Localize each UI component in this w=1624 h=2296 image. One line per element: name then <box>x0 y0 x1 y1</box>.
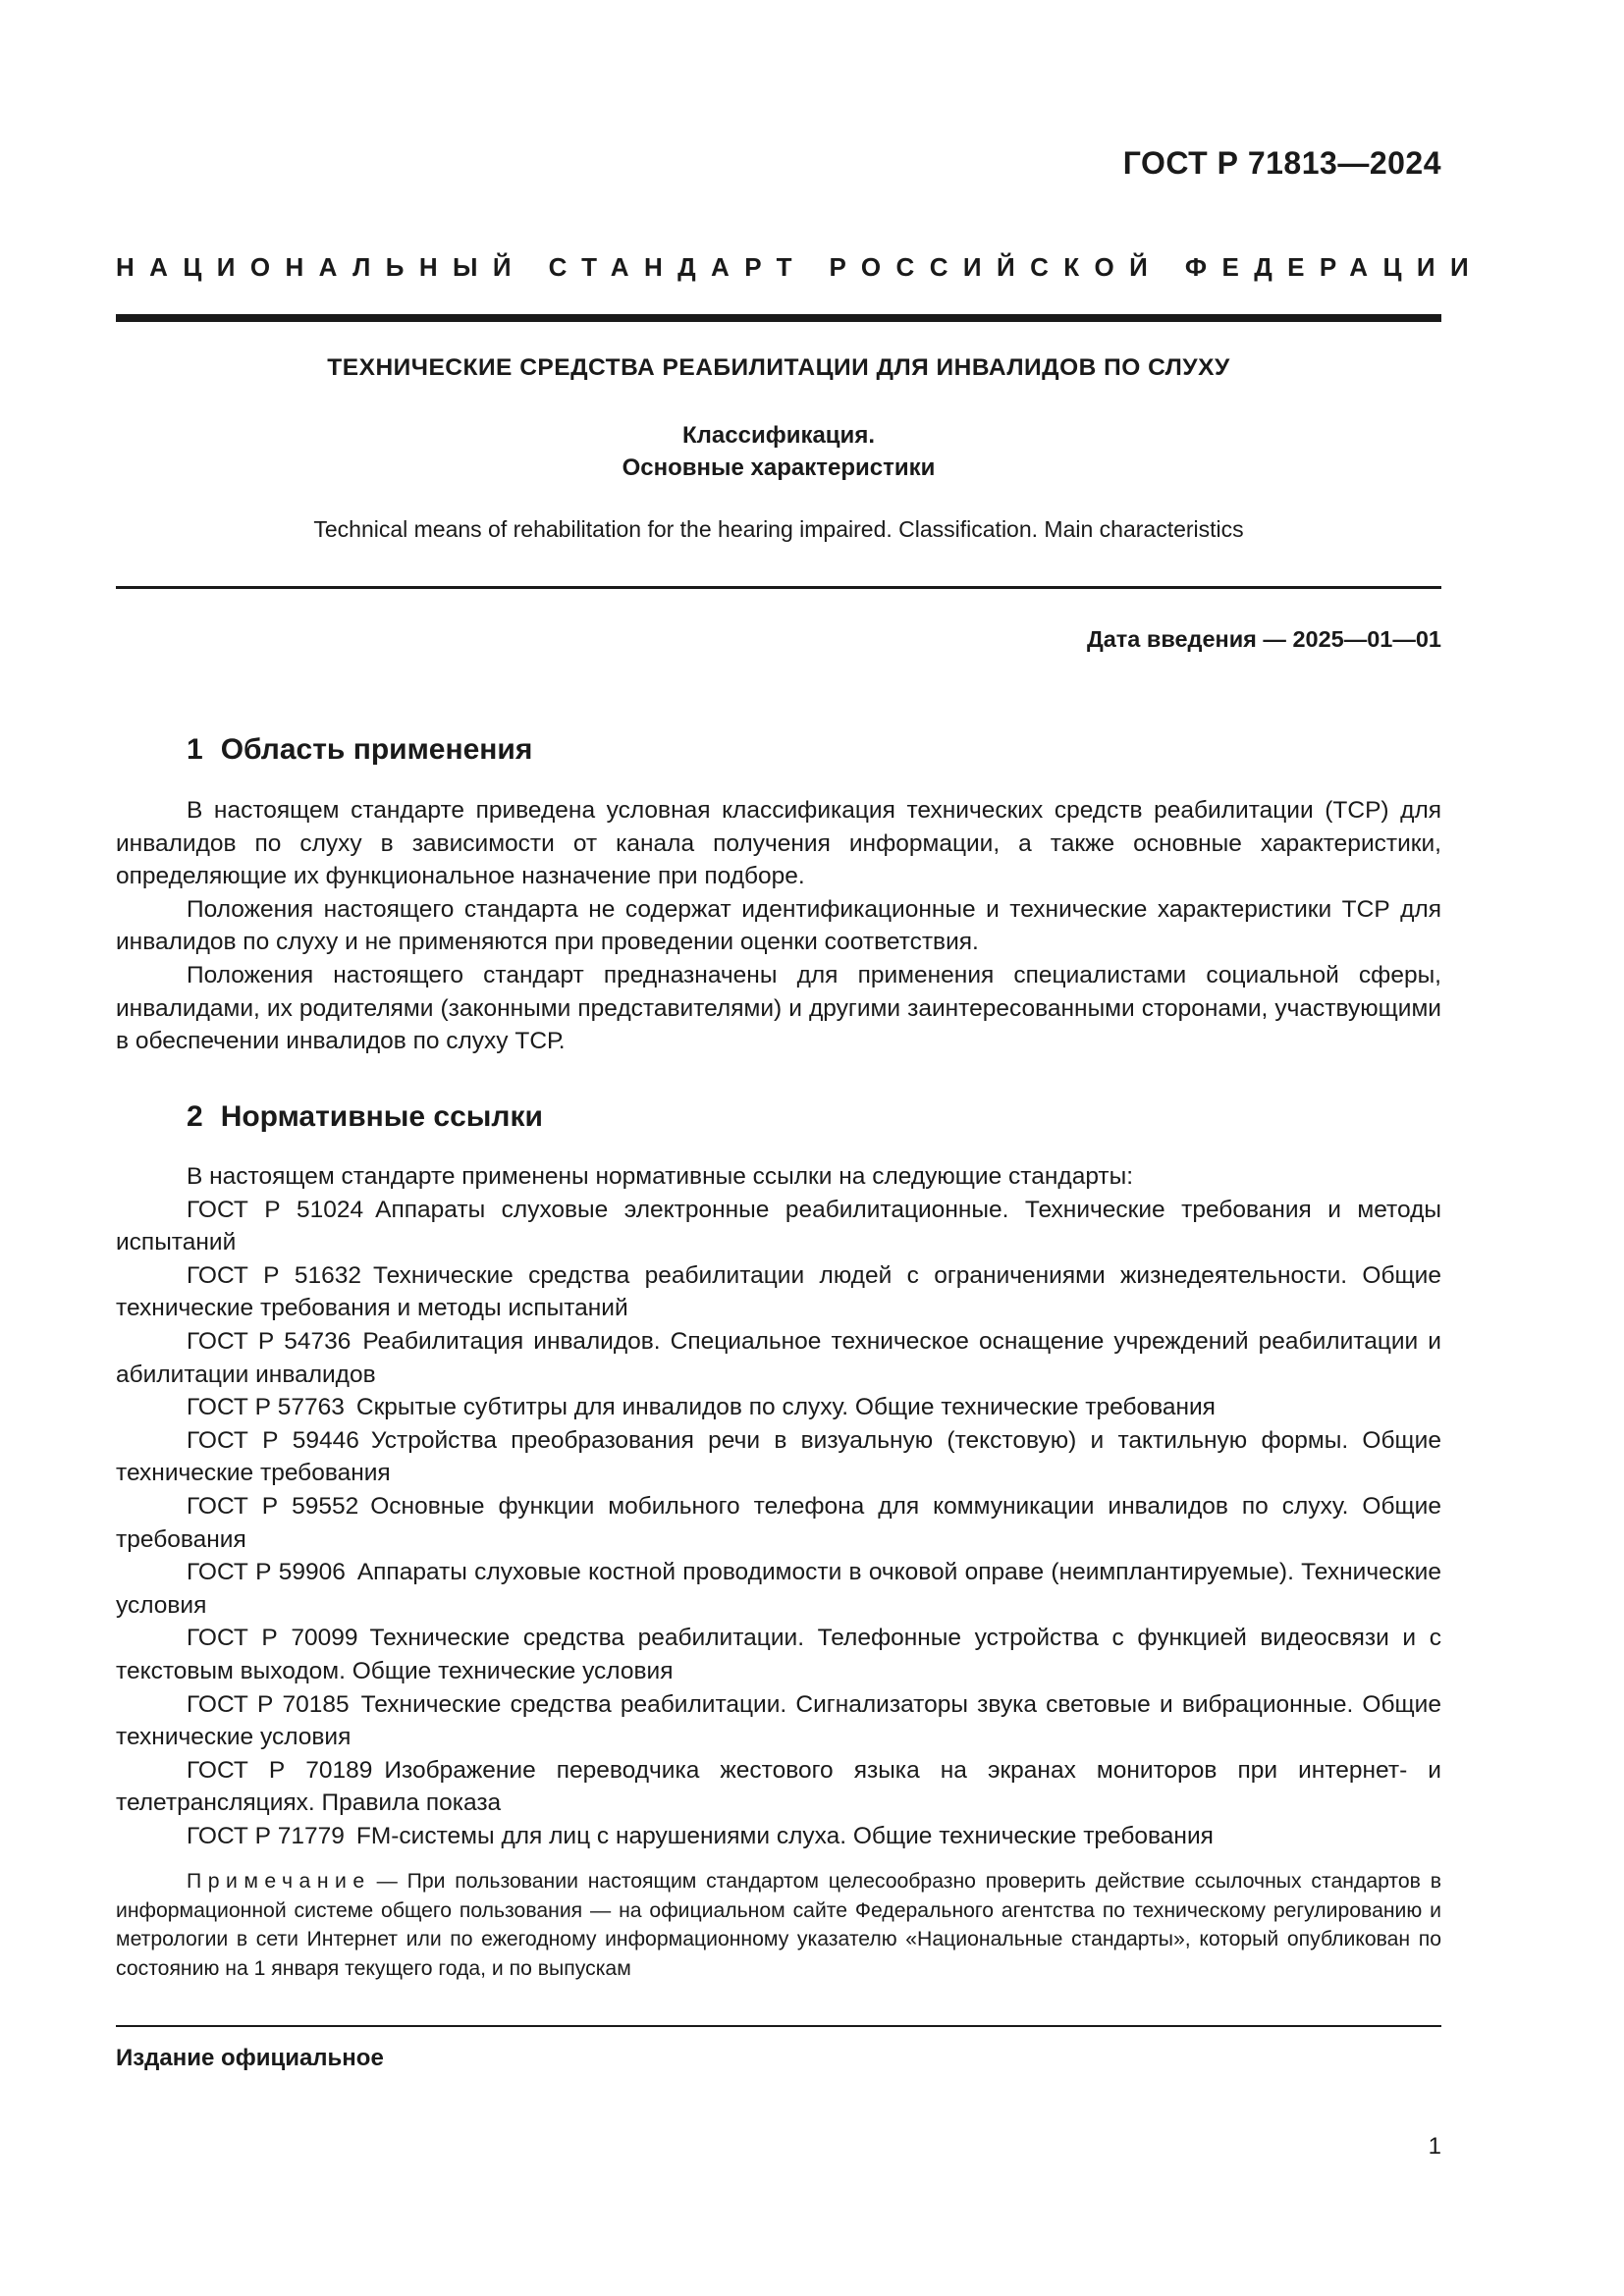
page-number: 1 <box>1428 2133 1441 2160</box>
reference-item <box>116 1556 1441 1622</box>
title-divider <box>116 586 1441 589</box>
reference-code: ГОСТ Р 54736 <box>187 1327 352 1355</box>
reference-code: ГОСТ Р 70099 <box>187 1625 358 1652</box>
reference-title: Аппараты слуховые костной проводимости в очковой оправе (неимплантируемые). Технические условия <box>116 1559 1441 1619</box>
reference-code: ГОСТ Р 71779 <box>187 1822 345 1849</box>
national-standard-heading: НАЦИОНАЛЬНЫЙ СТАНДАРТ РОССИЙСКОЙ ФЕДЕРАЦИИ <box>116 252 1485 282</box>
reference-code: ГОСТ Р 51632 <box>187 1261 361 1289</box>
section-1-number: 1 <box>187 733 203 766</box>
reference-code: ГОСТ Р 70185 <box>187 1690 350 1718</box>
reference-code: ГОСТ Р 59906 <box>187 1559 346 1586</box>
english-title: Technical means of rehabilitation for the hearing impaired. Classification. Main characteristics <box>313 516 1244 542</box>
reference-code: ГОСТ Р 51024 <box>187 1196 364 1223</box>
reference-item <box>116 1490 1441 1556</box>
section-2-body <box>116 1160 1441 1852</box>
reference-title: FM-системы для лиц с нарушениями слуха. Общие технические требования <box>355 1822 1214 1849</box>
reference-title: Технические средства реабилитации. Сигнализаторы звука световые и вибрационные. Общие технические условия <box>116 1690 1441 1751</box>
reference-item <box>116 1622 1441 1687</box>
section-1-paragraph: В настоящем стандарте приведена условная классификация технических средств реабилитации (ТСР) для инвалидов по слуху в зависимости от канала получения информации, а также основные характеристики, определяющие их функциональное назначение при подборе. <box>116 797 1441 890</box>
document-subtitle-line1: Классификация. <box>682 422 875 449</box>
section-2-title: Нормативные ссылки <box>220 1100 543 1133</box>
reference-title: Аппараты слуховые электронные реабилитационные. Технические требования и методы испытаний <box>116 1196 1441 1256</box>
note-paragraph <box>116 1867 1441 1983</box>
section-2-intro: В настоящем стандарте применены нормативные ссылки на следующие стандарты: <box>187 1163 1134 1190</box>
section-1-paragraph: Положения настоящего стандарта не содержат идентификационные и технические характеристики ТСР для инвалидов по слуху и не применяются при проведении оценки соответствия. <box>116 895 1441 956</box>
reference-title: Технические средства реабилитации людей с ограничениями жизнедеятельности. Общие технические требования и методы испытаний <box>116 1261 1441 1322</box>
section-1-body <box>116 794 1441 1058</box>
section-2-heading <box>187 1100 543 1134</box>
reference-item <box>116 1424 1441 1490</box>
document-code: ГОСТ Р 71813—2024 <box>1122 145 1441 181</box>
header-divider <box>116 314 1441 322</box>
reference-item <box>116 1325 1441 1391</box>
reference-code: ГОСТ Р 59446 <box>187 1426 359 1454</box>
reference-title: Скрытые субтитры для инвалидов по слуху. Общие технические требования <box>355 1394 1216 1421</box>
note-label: Примечание <box>187 1870 371 1893</box>
section-1-paragraph: Положения настоящего стандарт предназначены для применения специалистами социальной сферы, инвалидами, их родителями (законными представителями) и другими заинтересованными сторонами, участвующими в обеспечении инвалидов по слуху ТСР. <box>116 961 1441 1055</box>
document-page <box>116 0 1485 2296</box>
section-1-heading <box>187 733 532 767</box>
footer-divider <box>116 2025 1441 2027</box>
reference-item <box>116 1688 1441 1754</box>
introduction-date: Дата введения — 2025—01—01 <box>1086 626 1441 652</box>
note <box>116 1867 1441 1983</box>
reference-item <box>116 1820 1441 1853</box>
reference-item <box>116 1754 1441 1820</box>
document-title: ТЕХНИЧЕСКИЕ СРЕДСТВА РЕАБИЛИТАЦИИ ДЛЯ ИНВАЛИДОВ ПО СЛУХУ <box>327 354 1230 381</box>
note-text: — При пользовании настоящим стандартом целесообразно проверить действие ссылочных стандартов в информационной системе общего пользования — на официальном сайте Федерального агентства по техническому регулированию и метрологии в сети Интернет или по ежегодному информационному указателю «Национальные стандарты», который опубликован по состоянию на 1 января текущего года, и по выпускам <box>116 1870 1441 1980</box>
reference-title: Реабилитация инвалидов. Специальное техническое оснащение учреждений реабилитации и абилитации инвалидов <box>116 1327 1441 1388</box>
reference-item <box>116 1259 1441 1325</box>
reference-item <box>116 1194 1441 1259</box>
reference-code: ГОСТ Р 70189 <box>187 1756 373 1784</box>
reference-title: Технические средства реабилитации. Телефонные устройства с функцией видеосвязи и с текстовым выходом. Общие технические условия <box>116 1625 1441 1684</box>
section-2-number: 2 <box>187 1100 203 1133</box>
reference-code: ГОСТ Р 57763 <box>187 1394 345 1421</box>
reference-item <box>116 1391 1441 1424</box>
section-1-title: Область применения <box>220 733 533 766</box>
reference-title: Изображение переводчика жестового языка на экранах мониторов при интернет- и телетрансляциях. Правила показа <box>116 1756 1441 1817</box>
reference-title: Основные функции мобильного телефона для коммуникации инвалидов по слуху. Общие требования <box>116 1492 1441 1553</box>
reference-code: ГОСТ Р 59552 <box>187 1492 359 1520</box>
document-subtitle-line2: Основные характеристики <box>622 454 936 481</box>
reference-title: Устройства преобразования речи в визуальную (текстовую) и тактильную формы. Общие технические требования <box>116 1426 1441 1487</box>
official-edition-label: Издание официальное <box>116 2045 384 2071</box>
